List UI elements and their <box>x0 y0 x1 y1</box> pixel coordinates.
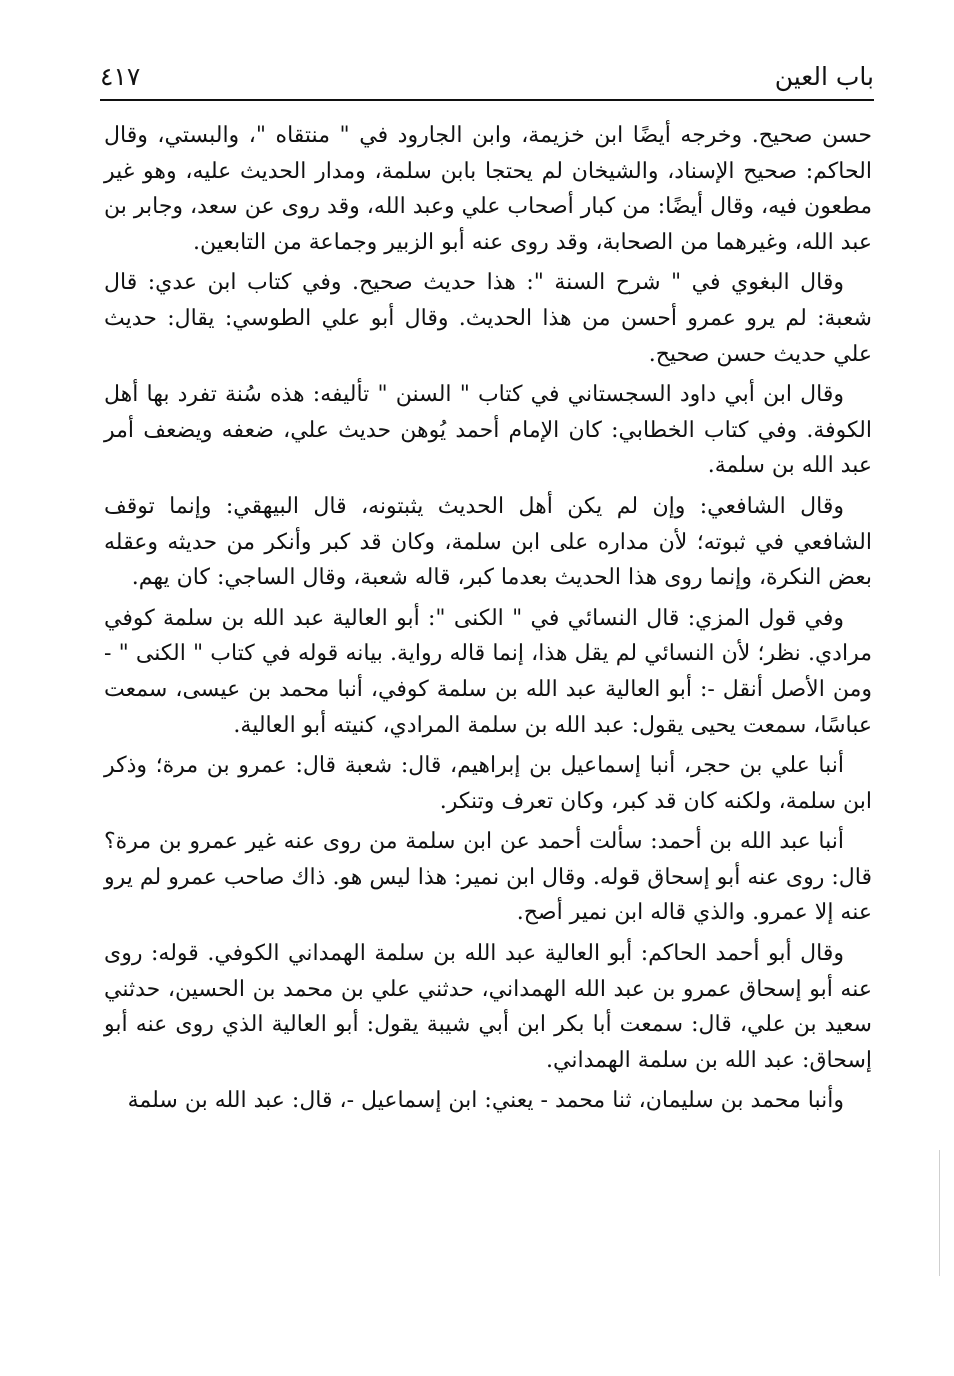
body-text <box>104 118 872 1122</box>
running-head <box>100 60 874 100</box>
paragraph-5: وفي قول المزي: قال النسائي في " الكنى ": أبو العالية عبد الله بن سلمة كوفي مرادي. نظر؛ لأن النسائي لم يقل هذا، إنما قاله رواية. بيانه قوله في كتاب " الكنى " - ومن الأصل أنقل -: أبو العالية عبد الله بن سلمة كوفي، أنبا محمد بن عيسى، سمعت عباسًا، سمعت يحيى يقول: عبد الله بن سلمة المرادي، كنيته أبو العالية. <box>104 605 872 738</box>
paragraph-3: وقال ابن أبي داود السجستاني في كتاب " السنن " تأليفه: هذه سُنة تفرد بها أهل الكوفة. وفي كتاب الخطابي: كان الإمام أحمد يُوهن حديث علي، ضعفه ويضعف أمر عبد الله بن سلمة. <box>104 382 872 479</box>
page-number: ٤١٧ <box>100 62 141 91</box>
paragraph-1: حسن صحيح. وخرجه أيضًا ابن خزيمة، وابن الجارود في " منتقاه "، والبستي، وقال الحاكم: صحيح الإسناد، والشيخان لم يحتجا بابن سلمة، ومدار الحديث عليه، وهو غير مطعون فيه، وقال أيضًا: من كبار أصحاب علي وعبد الله، وقد روى عن سعد، وجابر بن عبد الله، وغيرهما من الصحابة، وقد روى عنه أبو الزبير وجماعة من التابعين. <box>103 123 873 255</box>
paragraph-4: وقال الشافعي: وإن لم يكن أهل الحديث يثبتونه، قال البيهقي: وإنما توقف الشافعي في ثبوته؛ لأن مداره على ابن سلمة، وكان قد كبر وأنكر من حديثه وعقله بعض النكرة، وإنما روى هذا الحديث بعدما كبر، قاله شعبة، وقال الساجي: كان يهم. <box>104 493 872 591</box>
scan-edge-line <box>939 1150 940 1276</box>
header-rule <box>100 99 874 101</box>
chapter-title: باب العين <box>774 62 874 91</box>
paragraph-7: أنبا عبد الله بن أحمد: سألت أحمد عن ابن سلمة من روى عنه غير عمرو بن مرة؟ قال: روى عنه أبو إسحاق قوله. وقال ابن نمير: هذا ليس هو. ذاك صاحب عمرو لم يرو عنه إلا عمرو. والذي قاله ابن نمير أصح. <box>104 829 872 926</box>
paragraph-8: وقال أبو أحمد الحاكم: أبو العالية عبد الله بن سلمة الهمداني الكوفي. قوله: روى عنه أبو إسحاق عمرو بن عبد الله الهمداني، حدثني علي بن محمد بن الحسين، حدثني سعيد بن علي، قال: سمعت أبا بكر ابن أبي شيبة يقول: أبو العالية الذي روى عنه أبو إسحاق: عبد الله بن سلمة الهمداني. <box>104 941 872 1073</box>
paragraph-9: وأنبا محمد بن سليمان، ثنا محمد - يعني: ابن إسماعيل -، قال: عبد الله بن سلمة <box>127 1088 844 1114</box>
paragraph-2: وقال البغوي في " شرح السنة ": هذا حديث صحيح. وفي كتاب ابن عدي: قال شعبة: لم يرو عمرو أحسن من هذا الحديث. وقال أبو علي الطوسي: يقال: حديث علي حديث حسن صحيح. <box>104 270 872 367</box>
paragraph-6: أنبا علي بن حجر، أنبا إسماعيل بن إبراهيم، قال: شعبة قال: عمرو بن مرة؛ وذكر ابن سلمة، ولكنه كان قد كبر، وكان تعرف وتنكر. <box>104 753 872 814</box>
